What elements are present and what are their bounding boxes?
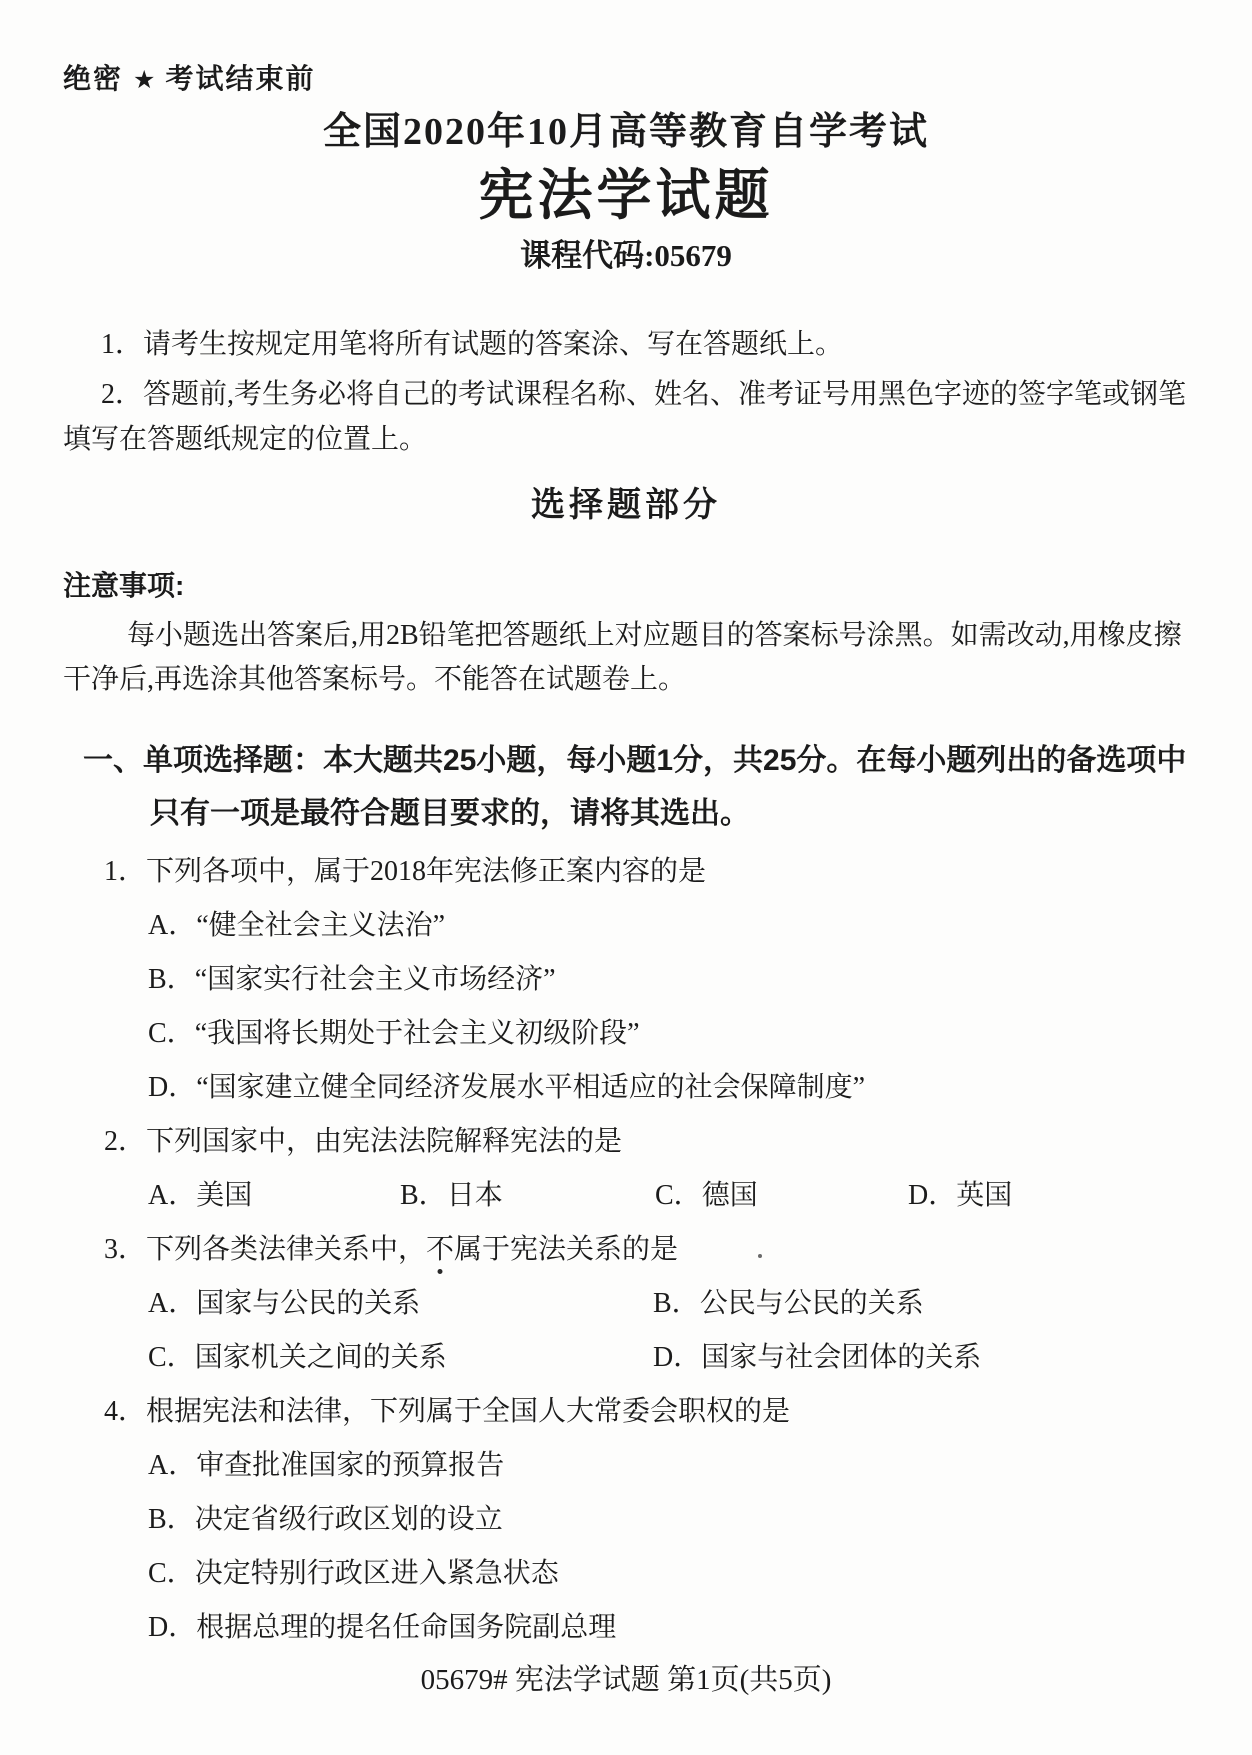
option-text: 美国 xyxy=(196,1180,253,1211)
classification-level: 绝密 xyxy=(63,63,124,94)
question-3-option-a xyxy=(148,1277,653,1331)
option-text: 决定省级行政区划的设立 xyxy=(194,1504,503,1535)
option-text: 德国 xyxy=(701,1180,758,1211)
question-1-option-a xyxy=(63,899,1189,953)
option-letter: C． xyxy=(148,1018,195,1049)
instruction-item-2: 2．答题前,考生务必将自己的考试课程名称、姓名、准考证号用黑色字迹的签字笔或钢笔填写在答题纸规定的位置上。 xyxy=(63,379,1187,455)
question-3-option-c xyxy=(148,1331,653,1385)
question-4-option-b xyxy=(63,1493,1189,1547)
option-text: 国家与公民的关系 xyxy=(196,1288,421,1319)
scan-speck xyxy=(758,1254,762,1258)
question-stem-text: 下列各类法律关系中， xyxy=(146,1234,427,1265)
option-text: “我国将长期处于社会主义初级阶段” xyxy=(194,1018,640,1049)
question-2-stem xyxy=(63,1115,1189,1169)
classification-suffix: 考试结束前 xyxy=(165,63,316,94)
option-text: 公民与公民的关系 xyxy=(699,1288,924,1319)
notice-text: 每小题选出答案后,用2B铅笔把答题纸上对应题目的答案标号涂黑。如需改动,用橡皮擦干净后,再选涂其他答案标号。不能答在试题卷上。 xyxy=(63,620,1182,695)
option-text: 国家机关之间的关系 xyxy=(194,1342,447,1373)
question-number: 1． xyxy=(104,856,147,887)
option-letter: D． xyxy=(908,1180,957,1211)
classification-banner xyxy=(63,62,1189,97)
option-text: 英国 xyxy=(956,1180,1013,1211)
option-letter: D． xyxy=(148,1072,197,1103)
option-letter: C． xyxy=(655,1180,702,1211)
instruction-item-1: 1．请考生按规定用笔将所有试题的答案涂、写在答题纸上。 xyxy=(101,329,844,360)
option-text: 决定特别行政区进入紧急状态 xyxy=(194,1558,559,1589)
course-code: 课程代码:05679 xyxy=(520,238,732,273)
part-one-heading-text: 单项选择题：本大题共25小题，每小题1分，共25分。在每小题列出的备选项中只有一项是最符合题目要求的，请将其选出。 xyxy=(143,744,1187,830)
question-2-option-b xyxy=(400,1169,655,1223)
question-2-option-d xyxy=(908,1169,1189,1223)
question-4-option-c xyxy=(63,1547,1189,1601)
question-2-option-a xyxy=(148,1169,400,1223)
question-2 xyxy=(63,1115,1189,1223)
option-letter: D． xyxy=(148,1612,197,1643)
question-3-options-row-1 xyxy=(63,1277,1189,1331)
question-4-option-d xyxy=(63,1601,1189,1655)
option-text: 日本 xyxy=(446,1180,503,1211)
part-one-heading xyxy=(63,734,1189,840)
question-3-stem xyxy=(63,1223,1189,1277)
question-4-stem xyxy=(63,1385,1189,1439)
exam-session-title: 全国2020年10月高等教育自学考试 xyxy=(322,111,929,153)
question-2-option-c xyxy=(655,1169,908,1223)
question-1-option-c xyxy=(63,1007,1189,1061)
question-1-option-b xyxy=(63,953,1189,1007)
star-icon: ★ xyxy=(133,66,156,94)
choice-section-title: 选择题部分 xyxy=(531,487,721,524)
page-footer: 05679# 宪法学试题 第1页(共5页) xyxy=(420,1664,832,1696)
option-letter: A． xyxy=(148,1180,197,1211)
question-stem-text: 属于宪法关系的是 xyxy=(454,1234,679,1265)
option-text: 国家与社会团体的关系 xyxy=(701,1342,982,1373)
option-text: “国家建立健全同经济发展水平相适应的社会保障制度” xyxy=(196,1072,866,1103)
question-1 xyxy=(63,845,1189,1115)
question-stem-text: 下列国家中，由宪法法院解释宪法的是 xyxy=(146,1126,623,1157)
question-3-option-b xyxy=(653,1277,1189,1331)
emphasized-character: 不 xyxy=(426,1234,455,1265)
page-title: 宪法学试题 xyxy=(478,165,774,226)
option-letter: D． xyxy=(653,1342,702,1373)
question-4 xyxy=(63,1385,1189,1655)
option-letter: B． xyxy=(148,1504,195,1535)
option-letter: C． xyxy=(148,1342,195,1373)
option-letter: B． xyxy=(148,964,195,995)
question-3-option-d xyxy=(653,1331,1189,1385)
option-letter: A． xyxy=(148,1288,197,1319)
option-text: 根据总理的提名任命国务院副总理 xyxy=(196,1612,617,1643)
question-number: 2． xyxy=(104,1126,147,1157)
part-one-numeral: 一、 xyxy=(83,744,143,777)
question-stem-text: 下列各项中，属于2018年宪法修正案内容的是 xyxy=(146,856,707,887)
option-text: “健全社会主义法治” xyxy=(196,910,446,941)
question-3 xyxy=(63,1223,1189,1385)
option-letter: B． xyxy=(653,1288,700,1319)
option-letter: C． xyxy=(148,1558,195,1589)
question-1-option-d xyxy=(63,1061,1189,1115)
option-letter: A． xyxy=(148,1450,197,1481)
question-2-options-row xyxy=(63,1169,1189,1223)
question-number: 4． xyxy=(104,1396,147,1427)
question-4-option-a xyxy=(63,1439,1189,1493)
question-1-stem xyxy=(63,845,1189,899)
option-letter: B． xyxy=(400,1180,447,1211)
option-text: “国家实行社会主义市场经济” xyxy=(194,964,556,995)
question-number: 3． xyxy=(104,1234,147,1265)
option-letter: A． xyxy=(148,910,197,941)
question-list xyxy=(63,845,1189,1655)
question-stem-text: 根据宪法和法律，下列属于全国人大常委会职权的是 xyxy=(146,1396,791,1427)
option-text: 审查批准国家的预算报告 xyxy=(196,1450,505,1481)
notice-label: 注意事项: xyxy=(63,570,185,601)
question-3-options-row-2 xyxy=(63,1331,1189,1385)
